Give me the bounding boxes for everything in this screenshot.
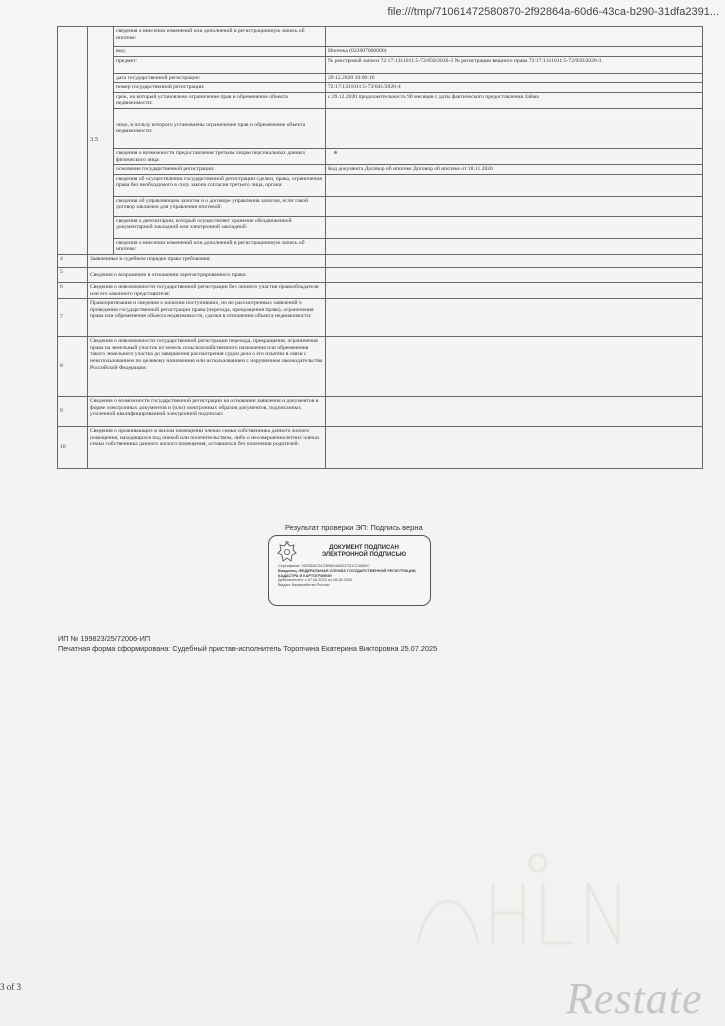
- page-number: 3 of 3: [0, 982, 21, 992]
- stamp-title-line-2: ЭЛЕКТРОННОЙ ПОДПИСЬЮ: [321, 552, 407, 558]
- faint-watermark-shape: [408, 848, 638, 968]
- cell-label: сведения о депозитарии, который осуществляет хранение обездвиженной документарной закладной или электронной закладной:: [114, 216, 326, 238]
- table-row: [58, 174, 703, 196]
- cell-value: с 29.12.2020 продолжительность 90 месяцев с даты фактического предоставления Займа: [326, 92, 703, 108]
- cell-value: [326, 299, 703, 337]
- cell-value: [326, 267, 703, 282]
- cell-label: Сведения о возможности государственной регистрации на основании заявления и документов в форме электронных документов и (или) электронных образов документов, подписанных усиленной квалифицированной электронной подписью:: [88, 397, 326, 427]
- table-row: [58, 165, 703, 175]
- row-subnumber: [88, 27, 114, 255]
- print-form-line: Печатная форма сформирована: Судебный пристав-исполнитель Торопчина Екатерина Викторовна 25.07.2025: [58, 644, 438, 653]
- cell-value: [326, 174, 703, 196]
- file-url-header: file:///tmp/71061472580870-2f92864a-60d6-43ca-b290-31dfa2391...: [387, 6, 719, 18]
- cell-label: вид:: [114, 47, 326, 57]
- cell-label: сведения о внесении изменений или дополнений в регистрационную запись об ипотеке:: [114, 27, 326, 47]
- row-number: 10: [58, 427, 88, 469]
- scan-mark: [334, 151, 337, 154]
- table-row: [58, 397, 703, 427]
- cell-value: [326, 108, 703, 148]
- cell-label: сведения о возможности предоставления третьим лицам персональных данных физического лица: [114, 148, 326, 164]
- table-row: [58, 47, 703, 57]
- signature-check-result: Результат проверки ЭП: Подпись верна: [285, 523, 423, 532]
- cell-label: лицо, в пользу которого установлены ограничение прав и обременение объекта недвижимости:: [114, 108, 326, 148]
- table-row: [58, 337, 703, 397]
- row-number: 5: [58, 267, 88, 282]
- cell-label: Сведения о невозможности государственной регистрации перехода, прекращения, ограничения права на земельный участок из земель сельскохозяйственного назначения или обременения такого земельного участка до завершения рассмотрения судом дела о его изъятии в связи с неиспользованием по целевому назначению или использованием с нарушением законодательства Российской Федерации:: [88, 337, 326, 397]
- cell-value: [326, 148, 703, 164]
- enforcement-info: [58, 634, 658, 654]
- cell-label: номер государственной регистрации:: [114, 83, 326, 93]
- cell-value: [326, 196, 703, 216]
- cell-label: Сведения о невозможности государственной регистрации без личного участия правообладателя или его законного представителя:: [88, 282, 326, 298]
- cell-label: предмет:: [114, 56, 326, 73]
- cell-label: срок, на который установлено ограничение прав и обременение объекта недвижимости:: [114, 92, 326, 108]
- row-number: 9: [58, 397, 88, 427]
- coat-of-arms-icon: [277, 541, 297, 565]
- cell-value: [326, 216, 703, 238]
- cell-value: [326, 427, 703, 469]
- table-row: [58, 83, 703, 93]
- cell-value: [326, 337, 703, 397]
- row-number: 6: [58, 282, 88, 298]
- stamp-certificate: Сертификат: 00D5D6C34C5B6D4A6D37D1C2166EC: [278, 564, 370, 568]
- table-row: [58, 267, 703, 282]
- registry-table: [57, 26, 703, 469]
- cell-value: [326, 397, 703, 427]
- table-row: [58, 196, 703, 216]
- row-number: 8: [58, 337, 88, 397]
- cell-value: [326, 254, 703, 267]
- restate-watermark: [566, 972, 725, 1026]
- cell-label: Правопритязания и сведения о наличии поступивших, но не рассмотренных заявлений о проведении государственной регистрации права (перехода, прекращения права), ограничения права или обременения объекта недвижимости, сделки в отношении объекта недвижимости:: [88, 299, 326, 337]
- table-row: [58, 216, 703, 238]
- stamp-title-line-1: ДОКУМЕНТ ПОДПИСАН: [329, 545, 399, 551]
- cell-label: сведения об осуществлении государственной регистрации сделки, права, ограничения права без необходимого в силу закона согласия третьего лица, органа:: [114, 174, 326, 196]
- cell-label: Заявленные в судебном порядке права требования:: [88, 254, 326, 267]
- cell-value: [326, 238, 703, 254]
- row-number-empty: [58, 27, 88, 255]
- table-row: [58, 108, 703, 148]
- cell-value: [326, 27, 703, 47]
- ip-number: ИП № 199823/25/72006-ИП: [58, 634, 151, 643]
- row-number: 7: [58, 299, 88, 337]
- stamp-title: [299, 545, 429, 559]
- cell-value: Ипотека (022007000000): [326, 47, 703, 57]
- cell-label: сведения о внесении изменений или дополнений в регистрационную запись об ипотеке:: [114, 238, 326, 254]
- stamp-details: [278, 564, 428, 588]
- table-row: [58, 299, 703, 337]
- table-row: [58, 92, 703, 108]
- electronic-signature-stamp: [268, 535, 431, 606]
- watermark-text: Restate: [566, 974, 703, 1023]
- cell-value: 29.12.2020 10:06:16: [326, 73, 703, 83]
- stamp-owner: Владелец: ФЕДЕРАЛЬНАЯ СЛУЖБА ГОСУДАРСТВЕННОЙ РЕГИСТРАЦИИ, КАДАСТРА И КАРТОГРАФИИ: [278, 568, 417, 578]
- cell-label: сведения об управляющем залогом и о договоре управления залогом, если такой договор заключен для управления ипотекой:: [114, 196, 326, 216]
- table-row: [58, 427, 703, 469]
- cell-label: Сведения о проживающих в жилом помещении членах семьи собственника данного жилого помещения, находящихся под опекой или попечительством, либо о несовершеннолетних членах семьи собственника данного жилого помещения, оставшихся без попечения родителей:: [88, 427, 326, 469]
- table-row: [58, 56, 703, 73]
- cell-value: 72:17:1311011:5-72/041/2020-4: [326, 83, 703, 93]
- subsection-number: 3.5: [90, 136, 99, 144]
- stamp-issuer: Выдан: Казначейство России: [278, 583, 330, 588]
- cell-value: [326, 282, 703, 298]
- stamp-validity: Действителен: с 07.06.2024 по 28.08.2025: [278, 578, 353, 583]
- table-row: [58, 27, 703, 47]
- table-row: [58, 282, 703, 298]
- table-row: [58, 238, 703, 254]
- cell-label: основание государственной регистрации:: [114, 165, 326, 175]
- table-row: [58, 254, 703, 267]
- row-number: 4: [58, 254, 88, 267]
- cell-value: Код документа Договор об ипотеке Договор об ипотеке от 18.11.2020: [326, 165, 703, 175]
- cell-label: дата государственной регистрации:: [114, 73, 326, 83]
- cell-label: Сведения о возражении в отношении зарегистрированного права:: [88, 267, 326, 282]
- table-row: [58, 73, 703, 83]
- cell-value: № реестровой записи 72:17:1311011:5-72/050/2020-3 № регистрации вещного права 72:17:1311011:5-72/050/2020-3: [326, 56, 703, 73]
- table-row: [58, 148, 703, 164]
